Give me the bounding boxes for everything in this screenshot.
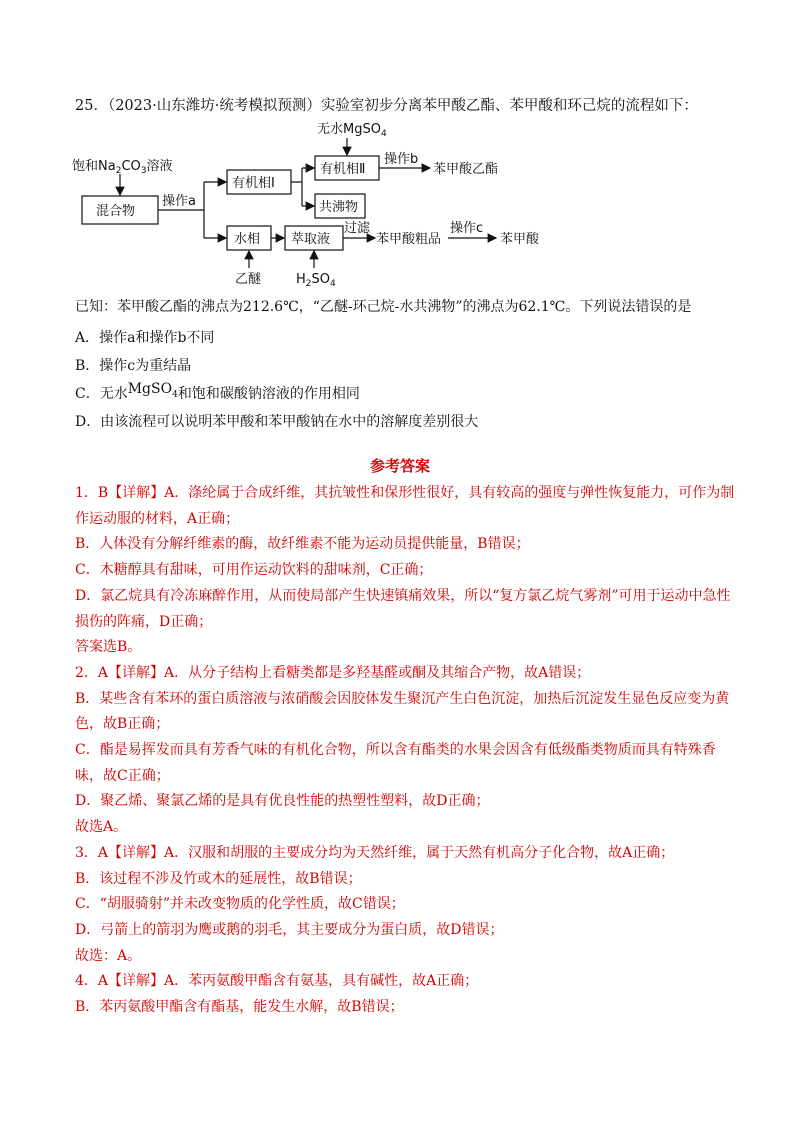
- label-na2co3: 饱和$Na_2CO_3$溶液: [72, 159, 173, 176]
- answer-line: B．某些含有苯环的蛋白质溶液与浓硝酸会因胶体发生聚沉产生白色沉淀，加热后沉淀发生显色反应变为黄色，故B正确；: [75, 690, 730, 733]
- question-stem: [75, 96, 735, 116]
- label-organic1: 有机相Ⅰ: [232, 176, 275, 191]
- question-25: [75, 96, 735, 116]
- options-list: [75, 324, 735, 436]
- label-organic2: 有机相Ⅱ: [320, 162, 366, 177]
- answer-line: D．弓箭上的箭羽为鹰或鹅的羽毛，其主要成分为蛋白质，故D错误；: [75, 921, 504, 938]
- answer-line: C．“胡服骑射”并未改变物质的化学性质，故C错误；: [75, 896, 405, 913]
- answer-line: 2．A【详解】A．从分子结构上看糖类都是多羟基醛或酮及其缩合产物，故A错误；: [75, 664, 591, 681]
- answer-line: D．聚乙烯、聚氯乙烯的是具有优良性能的热塑性塑料，故D正确；: [75, 793, 490, 810]
- label-mgso4: 无水MgSO$_4$: [317, 122, 387, 139]
- answer-line: 4．A【详解】A．苯丙氨酸甲酯含有氨基，具有碱性，故A正确；: [75, 973, 479, 990]
- question-number: 25．: [75, 98, 108, 114]
- option-d: D．由该流程可以说明苯甲酸和苯甲酸钠在水中的溶解度差别很大: [75, 414, 479, 430]
- label-product-ester: 苯甲酸乙酯: [433, 162, 499, 177]
- answer-line: 答案选B。: [75, 639, 142, 656]
- label-azeotrope: 共沸物: [319, 200, 359, 215]
- answer-line: 1．B【详解】A．涤纶属于合成纤维，其抗皱性和保形性很好，具有较高的强度与弹性恢复能力，可作为制作运动服的材料，A正确；: [75, 485, 735, 527]
- label-op-b: 操作b: [384, 152, 419, 167]
- answer-line: C．木糖醇具有甜味，可用作运动饮料的甜味剂，C正确；: [75, 562, 433, 579]
- answer-line: 故选：A。: [75, 947, 142, 964]
- label-crude: 苯甲酸粗品: [376, 232, 442, 247]
- label-product-acid: 苯甲酸: [500, 232, 540, 247]
- label-aqueous: 水相: [234, 232, 261, 247]
- answer-line: C．酯是易挥发而具有芳香气味的有机化合物，所以含有酯类的水果会因含有低级酯类物质而具有特殊香味，故C正确；: [75, 742, 716, 784]
- flow-diagram: [70, 116, 570, 290]
- option-a: A．操作a和操作b不同: [75, 330, 215, 346]
- label-extract: 萃取液: [291, 232, 331, 247]
- answer-line: B．人体没有分解纤维素的酶，故纤维素不能为运动员提供能量，B错误；: [75, 536, 530, 553]
- question-text: 实验室初步分离苯甲酸乙酯、苯甲酸和环己烷的流程如下：: [320, 98, 698, 114]
- answers-body: [75, 481, 735, 1021]
- answer-line: 故选A。: [75, 819, 128, 836]
- answer-line: B．苯丙氨酸甲酯含有酯基，能发生水解，故B错误；: [75, 999, 404, 1016]
- question-source: （2023·山东潍坊·统考模拟预测）: [107, 98, 321, 114]
- label-h2so4: $H_2SO_4$: [296, 272, 336, 289]
- answer-line: B．该过程不涉及竹或木的延展性，故B错误；: [75, 870, 362, 887]
- label-op-a: 操作a: [162, 194, 196, 209]
- answer-line: D．氯乙烷具有冷冻麻醉作用，从而使局部产生快速镇痛效果，所以“复方氯乙烷气雾剂”可用于运动中急性损伤的阵痛，D正确；: [75, 587, 731, 630]
- answer-line: 3．A【详解】A．汉服和胡服的主要成分均为天然纤维，属于天然有机高分子化合物，故A正确；: [75, 844, 675, 861]
- label-filter: 过滤: [344, 221, 371, 236]
- option-c: C．无水MgSO$_4$和饱和碳酸钠溶液的作用相同: [75, 381, 360, 402]
- known-conditions: 已知：苯甲酸乙酯的沸点为212.6℃，“乙醚-环己烷-水共沸物”的沸点为62.1℃。下列说法错误的是: [75, 299, 692, 315]
- answers-title: 参考答案: [369, 457, 430, 475]
- label-op-c: 操作c: [450, 221, 484, 236]
- label-ether: 乙醚: [235, 272, 262, 287]
- option-b: B．操作c为重结晶: [75, 358, 192, 374]
- label-mixture: 混合物: [96, 204, 136, 219]
